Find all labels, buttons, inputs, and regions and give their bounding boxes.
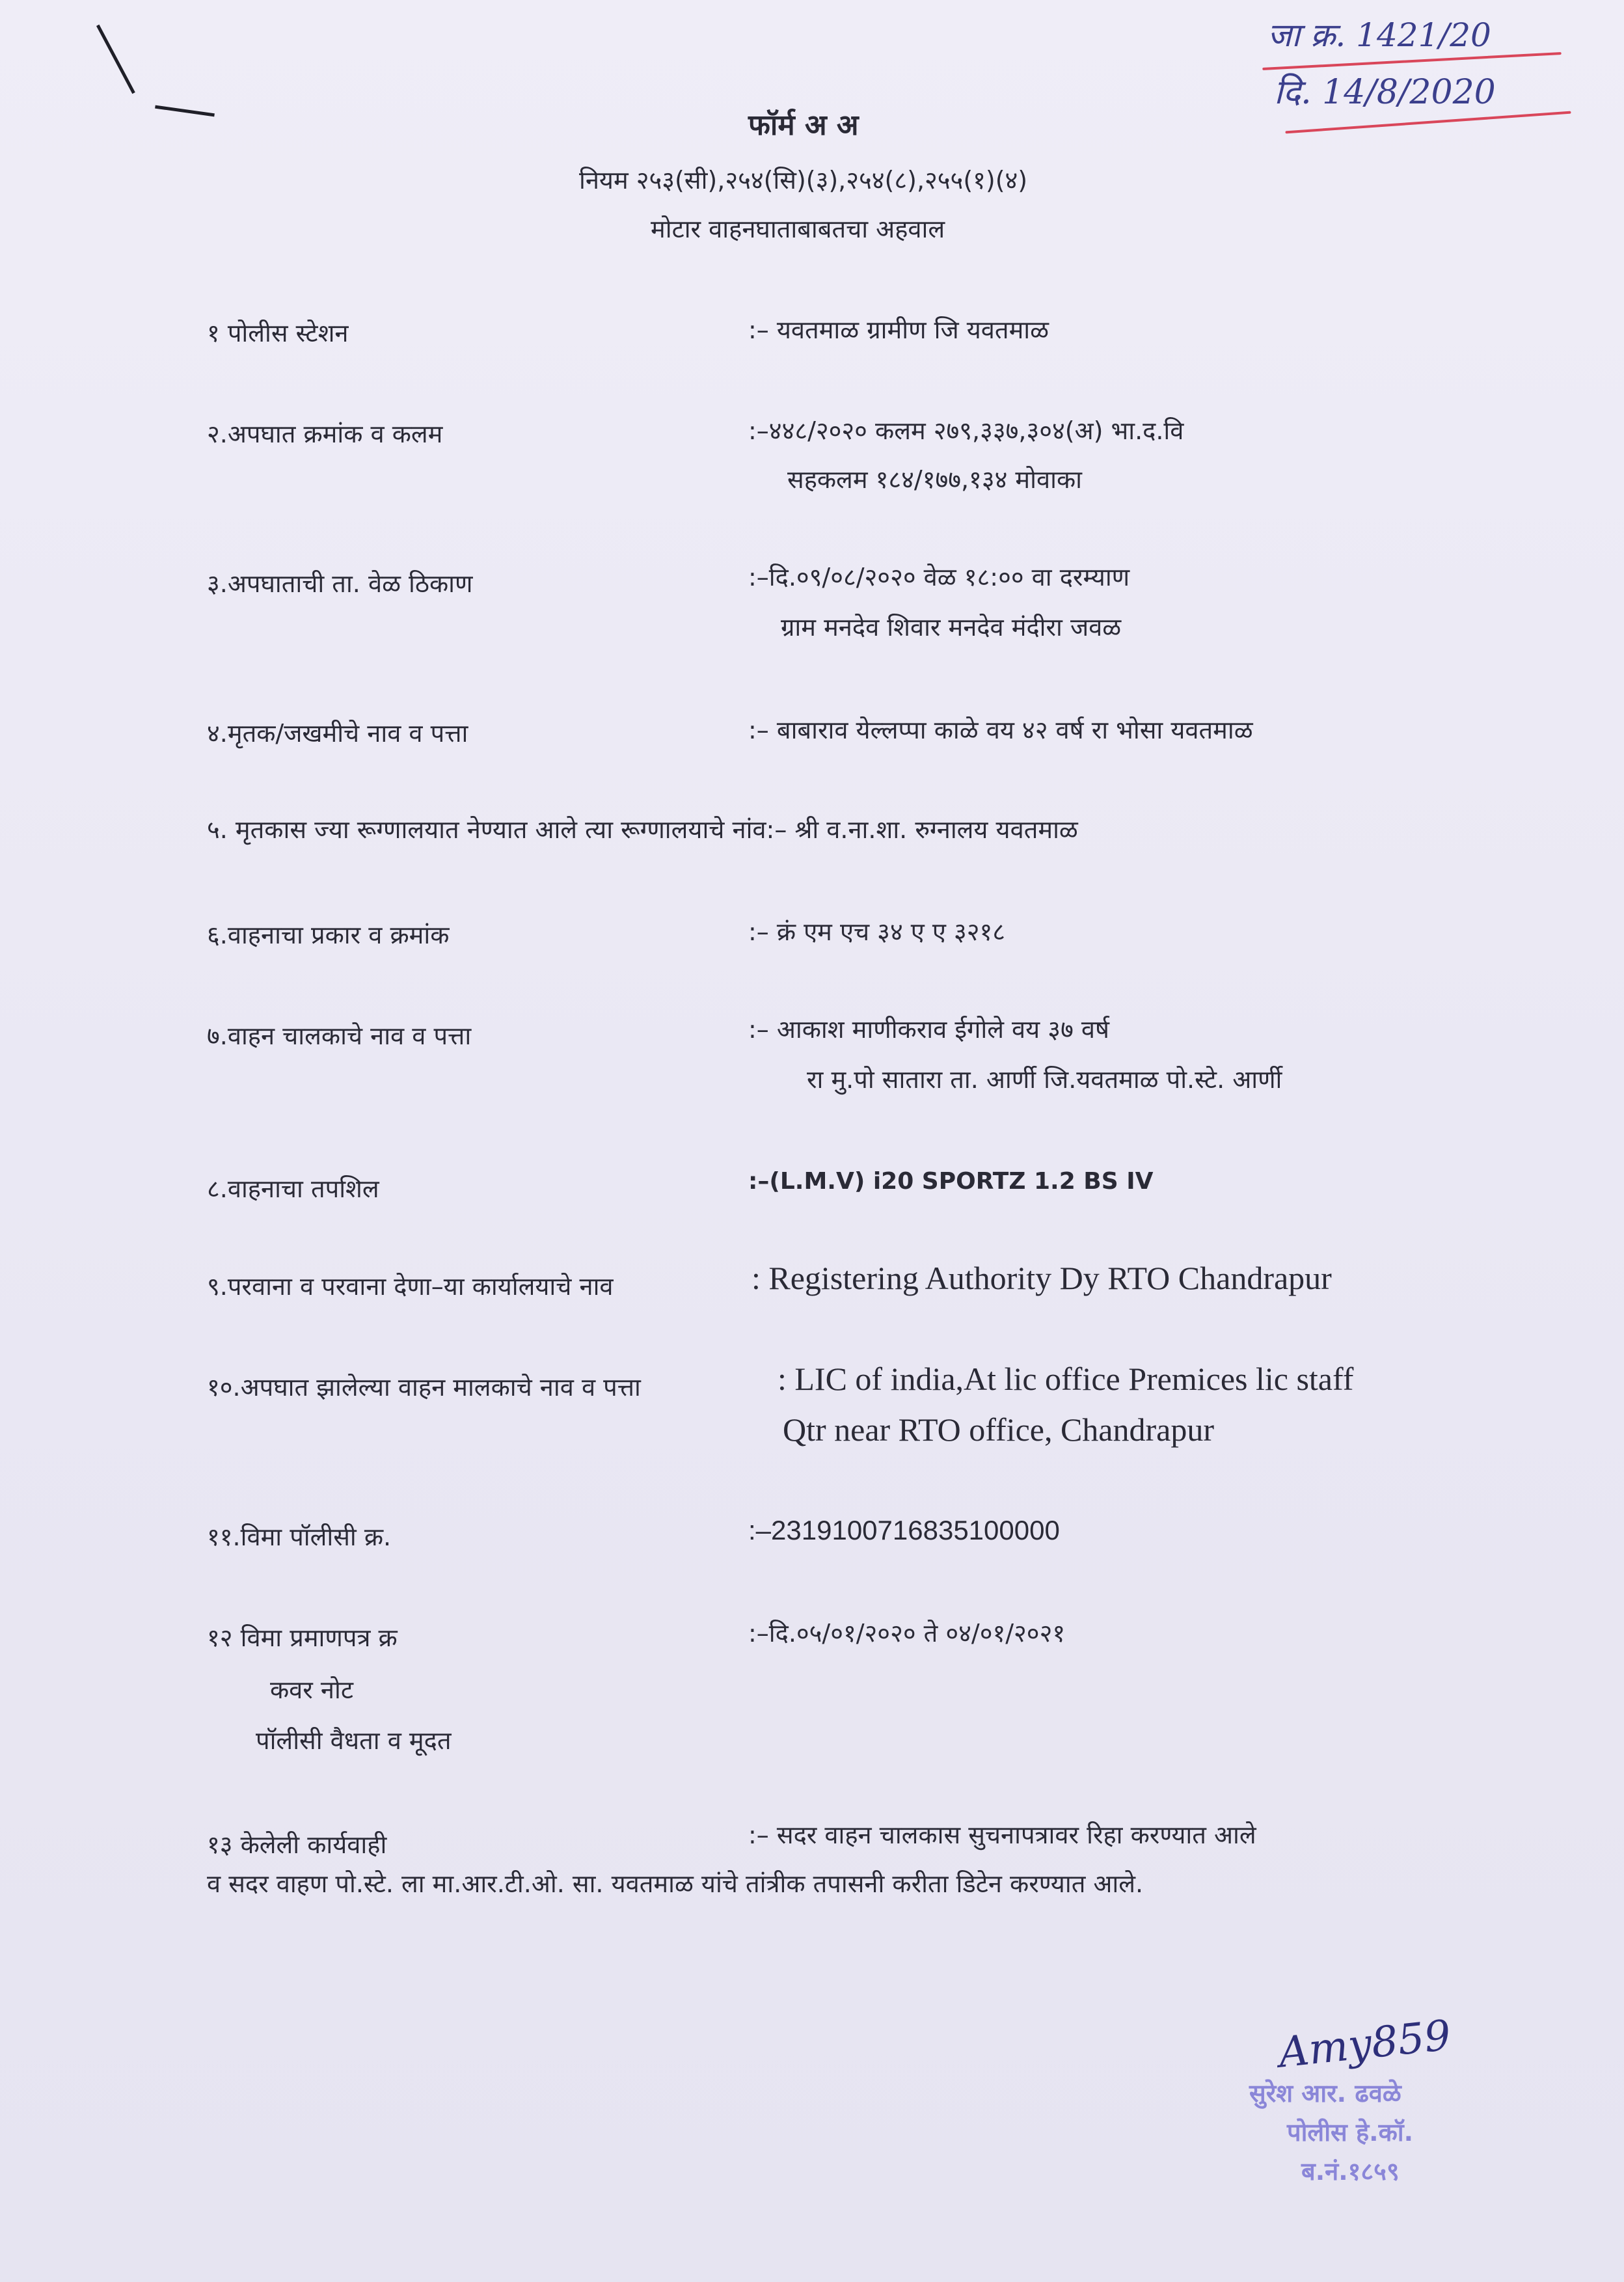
red-underline	[1285, 111, 1571, 134]
field-3-value-line2: ग्राम मनदेव शिवार मनदेव मंदीरा जवळ	[781, 613, 1122, 642]
stamp-line-1: सुरेश आर. ढवळे	[1249, 2079, 1401, 2108]
form-subtitle: मोटार वाहनघाताबाबतचा अहवाल	[651, 215, 945, 243]
field-11-label: ११.विमा पॉलीसी क्र.	[207, 1523, 392, 1551]
field-10-value-line2: Qtr near RTO office, Chandrapur	[783, 1411, 1214, 1448]
field-6-value: :– क्रं एम एच ३४ ए ए ३२१८	[748, 917, 1006, 946]
field-7-value: :– आकाश माणीकराव ईगोले वय ३७ वर्ष	[748, 1015, 1109, 1044]
field-6-label: ६.वाहनाचा प्रकार व क्रमांक	[207, 921, 450, 949]
field-8-label: ८.वाहनाचा तपशिल	[207, 1175, 379, 1203]
form-title: फॉर्म अ अ	[748, 109, 859, 142]
field-4-label: ४.मृतक/जखमीचे नाव व पत्ता	[207, 719, 468, 748]
pen-mark	[155, 105, 215, 117]
field-2-value-line2: सहकलम १८४/१७७,१३४ मोवाका	[787, 465, 1082, 494]
stamp-line-3: ब.नं.१८५९	[1301, 2157, 1400, 2186]
signature: Amy859	[1276, 2011, 1454, 2078]
field-9-label: ९.परवाना व परवाना देणा–या कार्यालयाचे नाव	[207, 1272, 614, 1301]
field-3-value: :–दि.०९/०८/२०२० वेळ १८:०० वा दरम्याण	[748, 563, 1130, 591]
field-10-value: : LIC of india,At lic office Premices lic staff	[778, 1361, 1354, 1397]
handwritten-ref-date: दि. 14/8/2020	[1274, 73, 1496, 112]
field-9-value: : Registering Authority Dy RTO Chandrapur	[751, 1260, 1332, 1296]
field-12-label-line2: कवर नोट	[270, 1676, 354, 1704]
field-8-value: :–(L.M.V) i20 SPORTZ 1.2 BS IV	[748, 1168, 1154, 1195]
field-4-value: :– बाबाराव येल्लप्पा काळे वय ४२ वर्ष रा भोसा यवतमाळ	[748, 716, 1253, 744]
field-13-value: :– सदर वाहन चालकास सुचनापत्रावर रिहा करण्यात आले	[748, 1821, 1256, 1849]
field-7-value-line2: रा मु.पो सातारा ता. आर्णी जि.यवतमाळ पो.स्टे. आर्णी	[807, 1065, 1282, 1094]
field-1-value: :– यवतमाळ ग्रामीण जि यवतमाळ	[748, 316, 1049, 344]
form-rules: नियम २५३(सी),२५४(सि)(३),२५४(८),२५५(१)(४)	[579, 166, 1028, 195]
field-12-value: :–दि.०५/०१/२०२० ते ०४/०१/२०२१	[748, 1619, 1066, 1648]
field-13-line2: व सदर वाहण पो.स्टे. ला मा.आर.टी.ओ. सा. यवतमाळ यांचे तांत्रीक तपासनी करीता डिटेन करण्यात आले.	[207, 1869, 1144, 1898]
field-12-label-line3: पॉलीसी वैधता व मूदत	[256, 1726, 452, 1755]
field-13-label: १३ केलेली कार्यवाही	[207, 1830, 387, 1859]
stamp-line-2: पोलीस हे.कॉ.	[1287, 2118, 1414, 2147]
field-7-label: ७.वाहन चालकाचे नाव व पत्ता	[207, 1022, 472, 1050]
field-2-label: २.अपघात क्रमांक व कलम	[207, 420, 443, 448]
field-3-label: ३.अपघाताची ता. वेळ ठिकाण	[207, 569, 473, 598]
field-2-value: :–४४८/२०२० कलम २७९,३३७,३०४(अ) भा.द.वि	[748, 416, 1184, 445]
field-5-line: ५. मृतकास ज्या रूग्णालयात नेण्यात आले त्या रूग्णालयाचे नांव:– श्री व.ना.शा. रुग्नालय यवतमाळ	[207, 815, 1078, 844]
field-11-value: :–2319100716835100000	[748, 1515, 1060, 1545]
field-10-label: १०.अपघात झालेल्या वाहन मालकाचे नाव व पत्ता	[207, 1373, 641, 1402]
handwritten-ref-number: जा क्र. 1421/20	[1267, 16, 1491, 54]
field-12-label: १२ विमा प्रमाणपत्र क्र	[207, 1623, 398, 1652]
field-1-label: १ पोलीस स्टेशन	[207, 319, 349, 347]
pen-mark	[96, 25, 135, 94]
